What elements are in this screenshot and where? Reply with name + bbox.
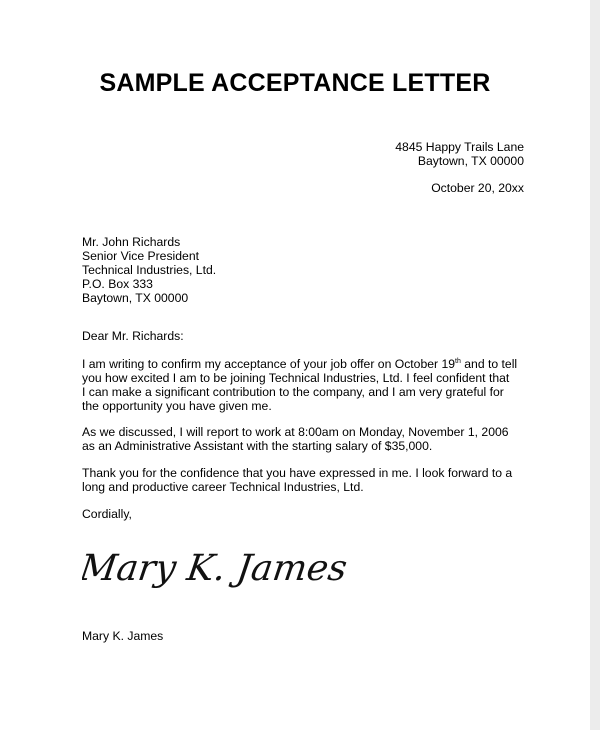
paragraph-1-line-1-text: I am writing to confirm my acceptance of your job offer on October 19 <box>82 357 456 371</box>
paragraph-confirmation <box>82 357 532 413</box>
recipient-name: Mr. John Richards <box>82 235 181 249</box>
signer-name: Mary K. James <box>82 629 164 643</box>
sender-address <box>395 140 524 168</box>
paragraph-3-line-2: long and productive career Technical Industries, Ltd. <box>82 480 364 494</box>
paragraph-1-line-3: I can make a significant contribution to the company, and I am very grateful for <box>82 385 504 399</box>
paragraph-1-line-2: you how excited I am to be joining Technical Industries, Ltd. I feel confident that <box>82 371 510 385</box>
sender-street: 4845 Happy Trails Lane <box>395 140 524 154</box>
closing: Cordially, <box>82 507 132 521</box>
paragraph-2-line-1: As we discussed, I will report to work at 8:00am on Monday, November 1, 2006 <box>82 425 509 439</box>
paragraph-1-line-4: the opportunity you have given me. <box>82 399 272 413</box>
sender-city: Baytown, TX 00000 <box>417 154 524 168</box>
salutation: Dear Mr. Richards: <box>82 329 184 343</box>
recipient-position: Senior Vice President <box>82 249 199 263</box>
recipient-city: Baytown, TX 00000 <box>82 291 189 305</box>
paragraph-1-line-1 <box>82 357 532 371</box>
signature-image <box>82 540 382 600</box>
ordinal-suffix: th <box>455 358 461 365</box>
letter-date: October 20, 20xx <box>431 181 524 195</box>
recipient-company: Technical Industries, Ltd. <box>82 263 217 277</box>
paragraph-3-line-1: Thank you for the confidence that you have expressed in me. I look forward to a <box>82 466 513 480</box>
letter-title: SAMPLE ACCEPTANCE LETTER <box>99 69 491 97</box>
signature-script: Mary K. James <box>82 546 350 589</box>
recipient-po-box: P.O. Box 333 <box>82 277 153 291</box>
paragraph-2-line-2: as an Administrative Assistant with the starting salary of $35,000. <box>82 439 433 453</box>
handwritten-signature <box>82 540 382 600</box>
paragraph-start-details <box>82 425 532 453</box>
recipient-address <box>82 235 216 305</box>
paragraph-1-line-1-end: and to tell <box>460 357 518 371</box>
paragraph-thanks <box>82 466 532 494</box>
